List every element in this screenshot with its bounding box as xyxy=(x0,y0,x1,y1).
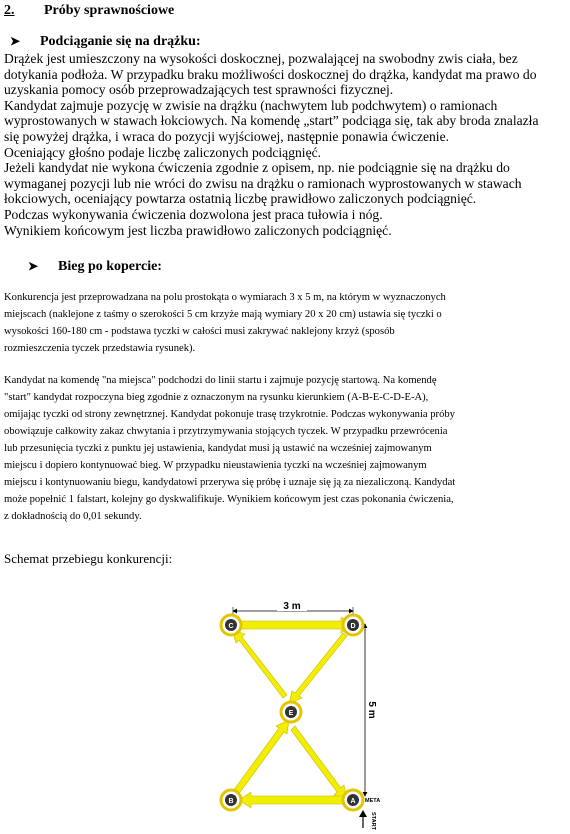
pole-c xyxy=(221,615,241,635)
pole-a xyxy=(343,790,363,810)
pole-c-label: C xyxy=(228,623,234,630)
start-label: START xyxy=(370,812,376,830)
para3-line: z dokładnością do 0,01 sekundy. xyxy=(4,511,142,522)
paragraph-pullups xyxy=(4,51,564,238)
para3-line: lub przesunięcia tyczki z punktu jej ustawienia, kandydat musi ją ustawić na wcześniej zajmowanym xyxy=(4,443,432,454)
schema-title: Schemat przebiegu konkurencji: xyxy=(4,551,173,566)
para1-line: Drążek jest umieszczony na wysokości doskocznej, pozwalającej na swobodny zwis ciała, bez xyxy=(4,51,518,66)
paragraph-envelope-field xyxy=(4,289,564,357)
envelope-run-diagram xyxy=(195,598,395,834)
para3-line: może popełnić 1 falstart, kolejny go dyskwalifikuje. Wynikiem końcowym jest czas pokonania ćwiczenia, xyxy=(4,494,454,505)
para1-line: uzyskania pomocy osób przeprowadzających test sprawności fizycznej. xyxy=(4,82,394,98)
subheading-envelope-run xyxy=(28,259,162,275)
section-heading xyxy=(4,3,174,19)
start-arrow-icon xyxy=(359,810,367,828)
subheading-envelope-title: Bieg po kopercie: xyxy=(58,259,162,274)
para2-line: miejscach (naklejone z taśmy o szerokości 5 cm krzyże mają wymiary 20 x 20 cm) ustawia się tyczki o xyxy=(4,309,442,320)
para3-line: "start" kandydat rozpoczyna bieg zgodnie z oznaczonym na rysunku kierunkiem (A-B-E-C-D-E-A), xyxy=(4,392,429,403)
subheading-pullups xyxy=(10,34,201,50)
pole-b-label: B xyxy=(228,798,234,805)
arrow-e-to-c xyxy=(232,630,287,698)
width-label: 3 m xyxy=(283,601,301,612)
para1-line: dotykania podłoża. W przypadku braku możliwości doskocznej do drążka, kandydat ma prawo do xyxy=(4,66,537,82)
paragraph-envelope-rules xyxy=(4,372,564,525)
para1-line: Kandydat zajmuje pozycję w zwisie na drążku (nachwytem lub podchwytem) o ramionach xyxy=(4,97,498,113)
arrow-bullet-icon: ➤ xyxy=(28,259,39,273)
meta-label: META xyxy=(365,798,381,804)
para1-line: łokciowych, oceniający powtarza ostatnią liczbę prawidłowo zaliczonych podciągnięć. xyxy=(4,191,477,207)
para3-line: miejscu i kontynuowaniu biegu, kandydatowi przerywa się próbę i uznaje się ją za niezaliczoną. Kandydat xyxy=(4,477,456,488)
arrow-b-to-e xyxy=(233,720,289,795)
arrow-e-to-a xyxy=(291,726,347,799)
para3-line: omijając tyczki od strony zewnętrznej. Kandydat pokonuje trasę trzykrotnie. Podczas wykonywania próby xyxy=(4,409,455,420)
para3-line: miejscu i dopiero kontynuować bieg. W przypadku nieustawienia tyczki na wcześniej zajmowanym xyxy=(4,460,427,471)
pole-d xyxy=(343,615,363,635)
subheading-pullups-title: Podciąganie się na drążku: xyxy=(40,34,201,49)
para1-line: wymaganej pozycji lub nie wróci do zwisu na drążku o ramionach wyprostowanych w stawach xyxy=(4,175,522,191)
pole-d-label: D xyxy=(350,623,356,630)
para1-line: się powyżej drążka, i wraca do pozycji wyjściowej, następnie ponawia ćwiczenie. xyxy=(4,128,450,144)
para2-line: Konkurencja jest przeprowadzana na polu prostokąta o wymiarach 3 x 5 m, na którym w wyznaczonych xyxy=(4,292,446,303)
arrow-c-to-d xyxy=(241,617,356,633)
section-title: Próby sprawnościowe xyxy=(44,3,175,18)
pole-e xyxy=(281,702,301,722)
para1-line: wyprostowanych w stawach łokciowych. Na komendę „start” podciąga się, tak aby broda znalazła xyxy=(4,113,539,129)
para1-line: Podczas wykonywania ćwiczenia dozwolona jest praca tułowia i nóg. xyxy=(4,206,383,222)
para3-line: Kandydat na komendę "na miejsca" podchodzi do linii startu i zajmuje pozycję startową. Na komendę xyxy=(4,375,437,386)
arrow-d-to-e xyxy=(289,633,347,704)
pole-a-label: A xyxy=(350,798,356,805)
arrow-bullet-icon: ➤ xyxy=(10,34,21,48)
para1-line: Wynikiem końcowym jest liczba prawidłowo zaliczonych podciągnięć. xyxy=(4,222,392,238)
height-label: 5 m xyxy=(366,701,377,719)
para2-line: rozmieszczenia tyczek przedstawia rysunek). xyxy=(4,343,196,354)
para1-line: Oceniający głośno podaje liczbę zaliczonych podciągnięć. xyxy=(4,144,322,160)
pole-b xyxy=(221,790,241,810)
section-number: 2. xyxy=(4,3,15,18)
pole-e-label: E xyxy=(288,710,294,717)
para2-line: wysokości 160-180 cm - podstawa tyczki w całości musi zakrywać naklejony krzyż (sposób xyxy=(4,326,395,337)
arrow-a-to-b xyxy=(239,792,343,808)
para3-line: obowiązuje całkowity zakaz chwytania i przytrzymywania stojących tyczek. W przypadku przewrócenia xyxy=(4,426,448,437)
para1-line: Jeżeli kandydat nie wykona ćwiczenia zgodnie z opisem, np. nie podciągnie się na drążku do xyxy=(4,160,510,176)
